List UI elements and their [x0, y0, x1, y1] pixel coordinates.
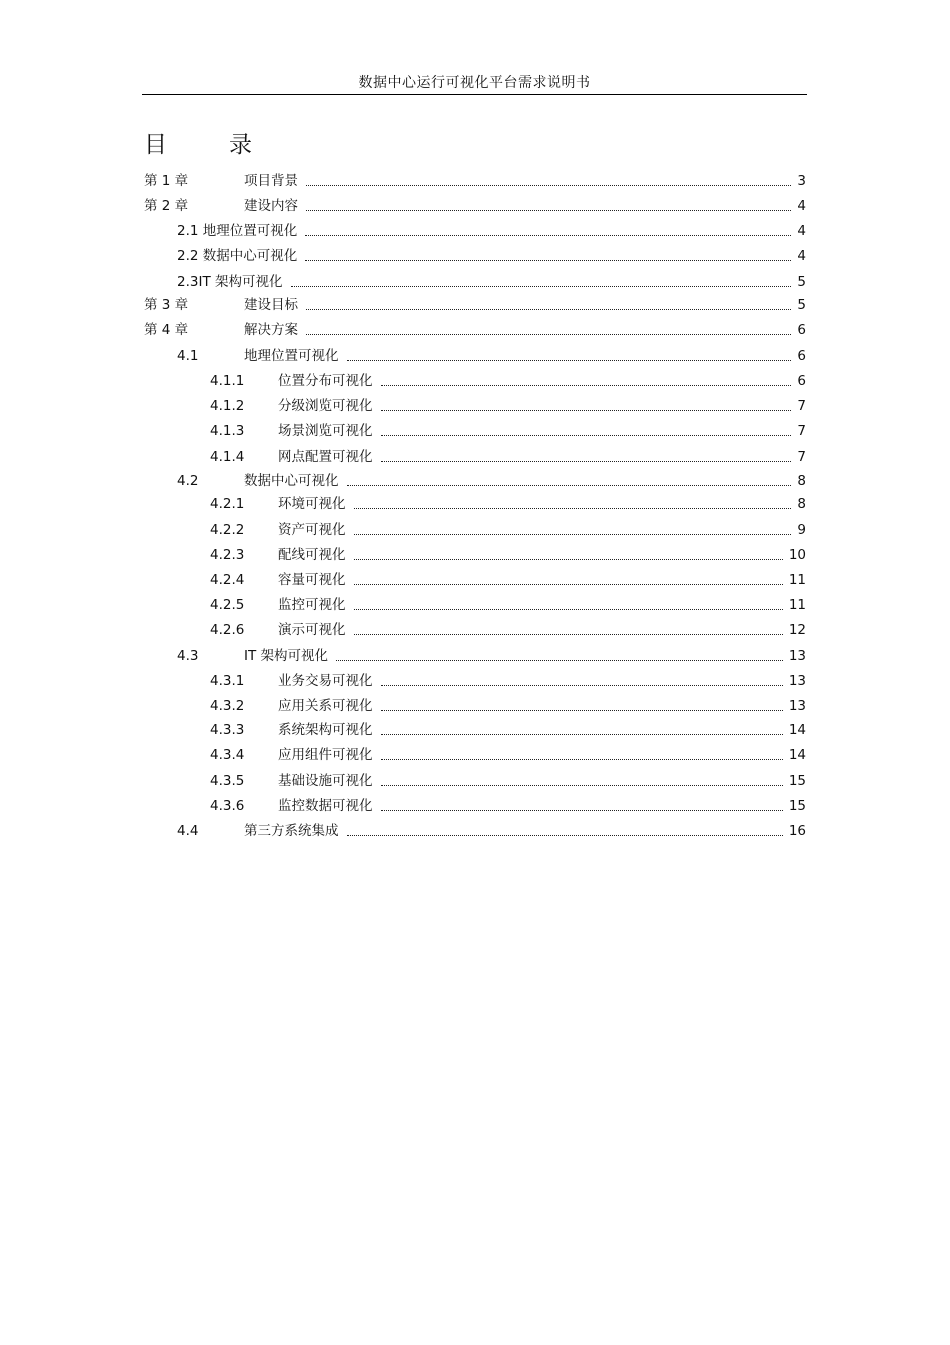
toc-entry-title: 解决方案 — [244, 322, 298, 338]
toc-dot-leader — [381, 435, 792, 436]
toc-entry-page: 11 — [788, 572, 806, 588]
toc-entry[interactable] — [177, 645, 806, 665]
toc-entry-number: 4.2 — [177, 473, 199, 489]
toc-entry-number: 4.3.4 — [210, 747, 245, 763]
toc-entry-number: 4.3.3 — [210, 722, 245, 738]
toc-entry-page: 6 — [797, 373, 806, 389]
toc-entry-page: 7 — [797, 398, 806, 414]
toc-dot-leader — [336, 660, 783, 661]
toc-dot-leader — [381, 759, 783, 760]
toc-entry-page: 7 — [797, 423, 806, 439]
toc-entry[interactable] — [144, 319, 806, 339]
toc-entry-number: 4.2.5 — [210, 597, 245, 613]
toc-entry-page: 5 — [797, 297, 806, 313]
toc-dot-leader — [306, 185, 791, 186]
toc-heading-right: 录 — [229, 132, 252, 158]
toc-entry-page: 3 — [797, 173, 806, 189]
toc-dot-leader — [306, 309, 791, 310]
toc-entry-page: 5 — [797, 274, 806, 290]
toc-heading-left: 目 — [144, 132, 167, 158]
toc-entry[interactable] — [210, 446, 806, 466]
toc-entry[interactable] — [210, 569, 806, 589]
toc-entry-title: 建设内容 — [244, 198, 298, 214]
toc-entry-page: 14 — [788, 747, 806, 763]
toc-entry-title: 2.2 数据中心可视化 — [177, 248, 298, 264]
toc-dot-leader — [305, 260, 791, 261]
toc-entry-number: 4.2.2 — [210, 522, 245, 538]
toc-entry-page: 6 — [797, 348, 806, 364]
toc-entry-number: 4.3 — [177, 648, 199, 664]
toc-entry-title: 项目背景 — [244, 173, 298, 189]
toc-entry-number: 4.2.6 — [210, 622, 245, 638]
header-divider — [142, 94, 807, 95]
toc-dot-leader — [381, 734, 783, 735]
toc-entry-title: IT 架构可视化 — [244, 648, 329, 664]
toc-entry-page: 16 — [788, 823, 806, 839]
toc-dot-leader — [354, 559, 783, 560]
toc-entry-page: 6 — [797, 322, 806, 338]
toc-entry-page: 11 — [788, 597, 806, 613]
toc-entry[interactable] — [177, 820, 806, 840]
toc-entry-title: 应用关系可视化 — [278, 698, 373, 714]
toc-entry[interactable] — [177, 271, 806, 291]
toc-heading — [144, 126, 252, 159]
toc-entry-title: 资产可视化 — [278, 522, 346, 538]
toc-entry-number: 第 3 章 — [144, 297, 189, 313]
toc-entry[interactable] — [210, 770, 806, 790]
toc-entry[interactable] — [210, 519, 806, 539]
toc-dot-leader — [381, 785, 783, 786]
toc-entry-page: 15 — [788, 773, 806, 789]
toc-dot-leader — [381, 710, 783, 711]
toc-entry[interactable] — [210, 594, 806, 614]
toc-dot-leader — [306, 334, 791, 335]
toc-entry[interactable] — [144, 170, 806, 190]
toc-entry-title: 第三方系统集成 — [244, 823, 339, 839]
toc-entry[interactable] — [210, 695, 806, 715]
toc-dot-leader — [381, 685, 783, 686]
toc-entry-title: 业务交易可视化 — [278, 673, 373, 689]
toc-entry[interactable] — [177, 470, 806, 490]
toc-dot-leader — [291, 286, 792, 287]
toc-entry-number: 4.1.2 — [210, 398, 245, 414]
toc-entry-page: 4 — [797, 198, 806, 214]
toc-entry-page: 9 — [797, 522, 806, 538]
toc-entry-title: 容量可视化 — [278, 572, 346, 588]
toc-entry-title: 位置分布可视化 — [278, 373, 373, 389]
toc-entry[interactable] — [210, 619, 806, 639]
toc-dot-leader — [347, 485, 792, 486]
toc-entry-title: 环境可视化 — [278, 496, 346, 512]
toc-entry-page: 4 — [797, 248, 806, 264]
toc-entry[interactable] — [177, 220, 806, 240]
toc-entry-number: 4.2.1 — [210, 496, 245, 512]
toc-entry-title: 分级浏览可视化 — [278, 398, 373, 414]
toc-dot-leader — [306, 210, 791, 211]
toc-entry-number: 4.4 — [177, 823, 199, 839]
toc-entry-number: 4.1.4 — [210, 449, 245, 465]
toc-entry-page: 8 — [797, 473, 806, 489]
toc-entry[interactable] — [210, 544, 806, 564]
toc-entry-title: 建设目标 — [244, 297, 298, 313]
toc-dot-leader — [354, 534, 792, 535]
toc-entry-title: 系统架构可视化 — [278, 722, 373, 738]
toc-entry-page: 14 — [788, 722, 806, 738]
toc-entry-title: 基础设施可视化 — [278, 773, 373, 789]
toc-entry-title: 地理位置可视化 — [244, 348, 339, 364]
toc-entry-title: 演示可视化 — [278, 622, 346, 638]
toc-dot-leader — [381, 810, 783, 811]
toc-dot-leader — [347, 360, 792, 361]
toc-entry-number: 4.2.4 — [210, 572, 245, 588]
toc-entry-page: 13 — [788, 648, 806, 664]
toc-entry-number: 4.2.3 — [210, 547, 245, 563]
toc-entry[interactable] — [210, 744, 806, 764]
toc-dot-leader — [354, 584, 783, 585]
toc-entry-page: 12 — [788, 622, 806, 638]
toc-entry[interactable] — [144, 195, 806, 215]
toc-dot-leader — [305, 235, 791, 236]
toc-entry-title: 2.3IT 架构可视化 — [177, 274, 283, 290]
toc-entry[interactable] — [177, 345, 806, 365]
toc-dot-leader — [347, 835, 783, 836]
toc-entry-title: 数据中心可视化 — [244, 473, 339, 489]
toc-dot-leader — [354, 634, 783, 635]
toc-dot-leader — [354, 609, 783, 610]
toc-entry-number: 第 2 章 — [144, 198, 189, 214]
toc-entry-number: 4.1.3 — [210, 423, 245, 439]
toc-entry-number: 4.3.2 — [210, 698, 245, 714]
toc-entry-title: 网点配置可视化 — [278, 449, 373, 465]
toc-entry-number: 4.3.6 — [210, 798, 245, 814]
toc-dot-leader — [381, 385, 792, 386]
toc-entry-title: 监控数据可视化 — [278, 798, 373, 814]
toc-entry-number: 4.3.1 — [210, 673, 245, 689]
toc-entry-title: 2.1 地理位置可视化 — [177, 223, 298, 239]
toc-entry-title: 配线可视化 — [278, 547, 346, 563]
toc-entry[interactable] — [210, 719, 806, 739]
toc-entry[interactable] — [210, 395, 806, 415]
toc-entry[interactable] — [210, 670, 806, 690]
toc-entry[interactable] — [177, 245, 806, 265]
toc-entry-page: 13 — [788, 673, 806, 689]
toc-entry[interactable] — [210, 493, 806, 513]
toc-entry-number: 4.1.1 — [210, 373, 245, 389]
toc-entry-page: 10 — [788, 547, 806, 563]
toc-dot-leader — [354, 508, 792, 509]
toc-entry-title: 监控可视化 — [278, 597, 346, 613]
toc-entry-number: 4.3.5 — [210, 773, 245, 789]
toc-entry-number: 4.1 — [177, 348, 199, 364]
toc-entry-page: 7 — [797, 449, 806, 465]
toc-entry[interactable] — [210, 370, 806, 390]
toc-entry[interactable] — [144, 294, 806, 314]
toc-dot-leader — [381, 461, 792, 462]
toc-entry[interactable] — [210, 420, 806, 440]
toc-entry-number: 第 1 章 — [144, 173, 189, 189]
toc-entry-title: 场景浏览可视化 — [278, 423, 373, 439]
toc-entry[interactable] — [210, 795, 806, 815]
document-header-title: 数据中心运行可视化平台需求说明书 — [358, 75, 591, 91]
toc-entry-title: 应用组件可视化 — [278, 747, 373, 763]
toc-dot-leader — [381, 410, 792, 411]
toc-entry-number: 第 4 章 — [144, 322, 189, 338]
toc-entry-page: 15 — [788, 798, 806, 814]
toc-entry-page: 8 — [797, 496, 806, 512]
toc-entry-page: 13 — [788, 698, 806, 714]
toc-entry-page: 4 — [797, 223, 806, 239]
